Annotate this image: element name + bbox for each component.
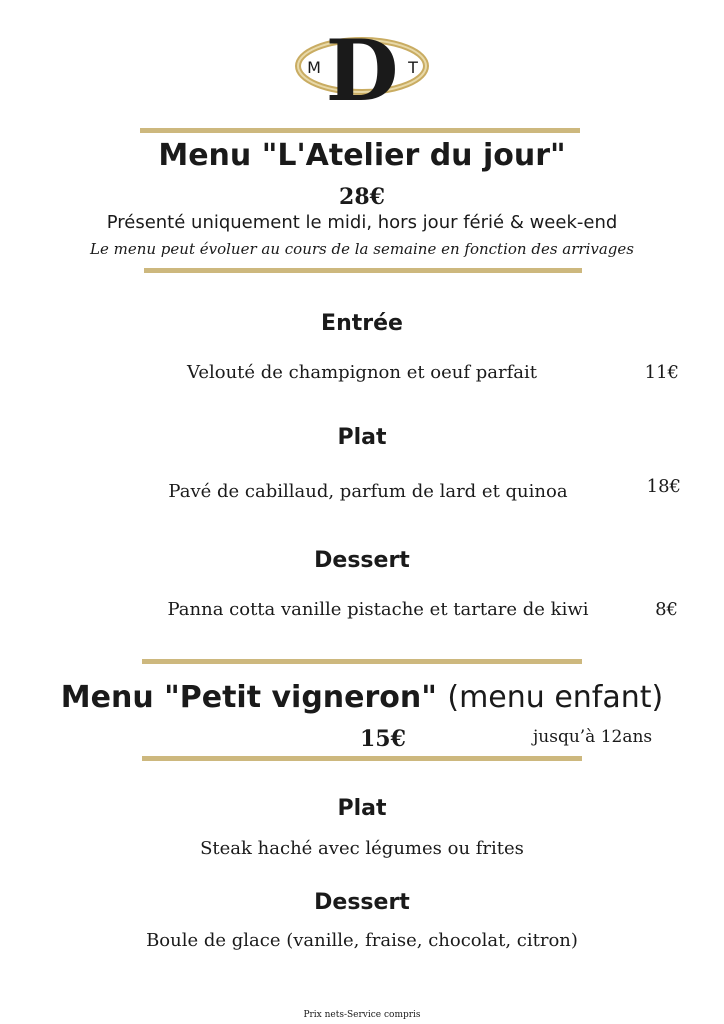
menu2-age-note: jusqu’à 12ans	[533, 727, 653, 747]
dessert-dish: Panna cotta vanille pistache et tartare de kiwi	[167, 599, 589, 620]
logo-letter-t: T	[408, 58, 418, 77]
dessert-heading: Dessert	[314, 548, 410, 573]
menu2-price: 15€	[360, 726, 406, 752]
kids-dessert-heading: Dessert	[314, 890, 410, 915]
entree-heading: Entrée	[321, 311, 403, 336]
divider-top	[140, 128, 580, 133]
logo-letter-d: D	[325, 21, 399, 110]
kids-dessert-dish: Boule de glace (vanille, fraise, chocolat, citron)	[146, 930, 578, 951]
logo-letter-m: M	[307, 58, 321, 77]
menu1-title: Menu "L'Atelier du jour"	[158, 138, 566, 173]
entree-dish: Velouté de champignon et oeuf parfait	[186, 362, 538, 383]
logo	[292, 20, 432, 110]
plat-heading: Plat	[337, 425, 387, 450]
menu2-title-row	[0, 680, 724, 715]
plat-dish: Pavé de cabillaud, parfum de lard et quinoa	[168, 481, 568, 502]
divider-menu2-bottom	[142, 756, 582, 761]
menu1-availability: Présenté uniquement le midi, hors jour férié & week-end	[106, 212, 618, 233]
menu2-title: Menu "Petit vigneron"	[60, 680, 437, 715]
kids-plat-dish: Steak haché avec légumes ou frites	[200, 838, 524, 859]
menu1-note: Le menu peut évoluer au cours de la semaine en fonction des arrivages	[90, 240, 634, 258]
logo-emblem	[292, 20, 432, 110]
divider-menu1-bottom	[144, 268, 582, 273]
menu2-title-suffix: (menu enfant)	[447, 680, 664, 715]
entree-price: 11€	[644, 362, 679, 383]
kids-plat-heading: Plat	[337, 796, 387, 821]
divider-menu2-top	[142, 659, 582, 664]
menu1-price: 28€	[339, 184, 385, 210]
plat-price: 18€	[646, 476, 681, 497]
dessert-price: 8€	[655, 599, 678, 620]
footer-note: Prix nets-Service compris	[303, 1010, 421, 1020]
